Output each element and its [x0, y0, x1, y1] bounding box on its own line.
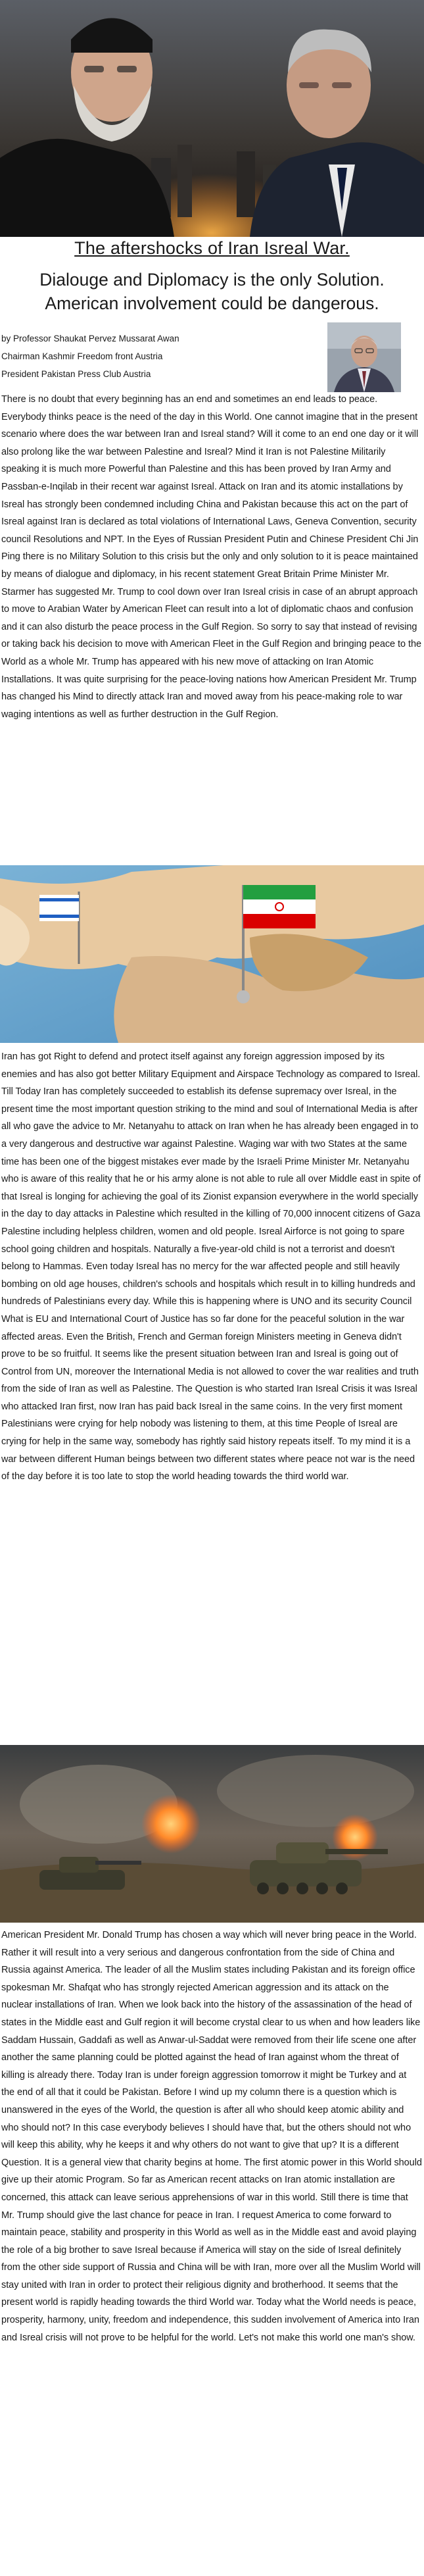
byline-role-chairman: Chairman Kashmir Freedom front Austria [1, 351, 163, 361]
byline-role-president: President Pakistan Press Club Austria [1, 369, 151, 379]
article-headline: The aftershocks of Iran Isreal War. [74, 238, 350, 258]
author-portrait-photo [327, 322, 401, 392]
article-subheadline-line2: American involvement could be dangerous. [45, 293, 379, 313]
article-paragraph-2: Iran has got Right to defend and protect itself against any foreign aggression imposed by its enemies and has also got better Military Equipment and Airspace Technology as compared to Isreal. Till Today Iran has completely succeeded to establish its defense supremacy over Isreal, in the present time the most important question striking to the mind and soul of International Media is after all who gave the advice to Mr. Netanyahu to attack on Iran when he has already been engaged in to a very dangerous and destructive war against Palestine. Waging war with two States at the same time has been one of the biggest mistakes ever made by the Israeli Prime Minister Mr. Netanyahu who is aware of this reality that he or his army alone is not able to rule all over Middle east in spite of that Isreal is longing for achieving the goal of its Zionist expansion everywhere in the world specially in the day to day attacks in Palestine which resulted in the killing of 70,000 innocent citizens of Gaza Palestine including helpless children, women and old people. Isreal Airforce is not going to spare school going children and hospitals. Naturally a five-year-old child is not a terrorist and doesn't belong to Hammas. Even today Isreal has no mercy for the war affected people and still heavily bombing on old age houses, children's schools and hospitals which result in to killing hundreds and hundreds of Palestinians every day. While this is happening where is UNO and its security Council What is EU and International Court of Justice has so far done for the peaceful solution in the war affected areas. Even the British, French and German foreign Ministers meeting in Geneva didn't prove to be so fruitful. It seems like the present situation between Iran and Isreal is going out of Control from UN, moreover the International Media is not allowed to cover the war realities and truth from the side of Iran as well as Palestine. The Question is who started Iran Isreal Crisis it was Isreal who attacked Iran first, now Iran has paid back Isreal in the same coins. In the very first moment Palestinians were crying for help nobody was listening to them, at this time People of Isreal are crying for help in the same way, somebody has rightly said history repeats itself. To my mind it is a war between different Human beings between two different states where peace not war is the need of the day before it is too late to stop the world heading towards the third world war. [1, 1051, 421, 1482]
leaders-faceoff-photo [0, 0, 424, 237]
byline-author: by Professor Shaukat Pervez Mussarat Awan [1, 334, 179, 343]
article-paragraph-1: There is no doubt that every beginning has an end and sometimes an end leads to peace. Everybody thinks peace is the need of the day in this World. One cannot imagine that in the present scenario where does the war between Iran and Isreal stand? Will it come to an end one day or it will also prolong like the war between Palestine and Isreal? Mind it Iran is not Palestine Militarily speaking it is much more Powerful than Palestine and this has been proved by Iran Army and Passban-e-Inqilab in their recent war against Isreal. Attack on Iran and its atomic installations by Isreal has strongly been condemned including China and Pakistan because this act on the part of Isreal against Iran is declared as total violations of International Laws, Geneva Convention, security council Resolutions and NPT. In the Eyes of Russian President Putin and Chinese President Chi Jin Ping there is no Military Solution to this crisis but the only and only solution to it is peace maintained by means of dialogue and diplomacy, in his recent statement Great Britain Prime Minister Mr. Starmer has suggested Mr. Trump to cool down over Iran Isreal crisis in case of an abrupt approach to move to Arabian Water by American Fleet can result into a lot of diplomatic chaos and confusion and it can also disturb the peace process in the Gulf Region. So sorry to say that instead of revising or taking back his decision to move with American Fleet in the Gulf Region and bringing peace to the World as a whole Mr. Trump has appeared with his new move of attacking on Iran Atomic Installations. It was quite surprising for the peace-loving nations how American President Mr. Trump has changed his Mind to directly attack Iran and moved away from his peace-making role to war waging intentions as well as further destruction in the Gulf Region. [1, 394, 422, 720]
article-paragraph-3: American President Mr. Donald Trump has chosen a way which will never bring peace in the World. Rather it will result into a very serious and dangerous confrontation from the side of China and Russia against America. The leader of all the Muslim states including Pakistan and its foreign office spokesman Mr. Shafqat who has strongly rejected American aggression and its attack on the nuclear installations of Iran. When we look back into the history of the assassination of the head of states in the Middle east and Gulf region it will become crystal clear to us when and how leaders like Saddam Hussain, Gaddafi as well as Anwar-ul-Saddat were removed from their life scene one after another the same planning could be plotted against the head of Iran against whom the threat of killing is already there. Today Iran is under foreign aggression tomorrow it might be Turkey and at the end of all that it could be Pakistan. Before I wind up my column there is a question which is unanswered in the eyes of the World, the question is after all who should keep atomic ability and who should not? In this case everybody believes I should have that, but the others should not who will keep this ability, why he keeps it and why others do not want to give that up? It is a different Question. It is a general view that charity begins at home. The first atomic power in this World should give up their atomic Program. So far as American recent attacks on Iran atomic installation are concerned, this attack can leave serious apprehensions of war in this world. Still there is time that Mr. Trump should give the last chance for peace in Iran. I request America to come forward to maintain peace, stability and prosperity in this World as well as in the Middle east and avoid playing the role of a big brother to save Isreal because if America will stay on the side of Isreal definitely from the other side support of Russia and China will be with Iran, more over all the Muslim World will stay united with Iran in order to protect their religious dignity and brotherhood. It seems that the present world is rapidly heading towards the third World war. Today what the World needs is peace, prosperity, harmony, unity, freedom and independence, this sudden involvement of America into Iran and Isreal crisis will not prove to be helpful for the world. Let's not make this world one man's show. [1, 1930, 422, 2343]
tanks-battlefield-photo [0, 1745, 424, 1923]
article-subheadline-line1: Dialouge and Diplomacy is the only Solution. [39, 270, 385, 290]
iran-flag-map-photo [0, 865, 424, 1043]
